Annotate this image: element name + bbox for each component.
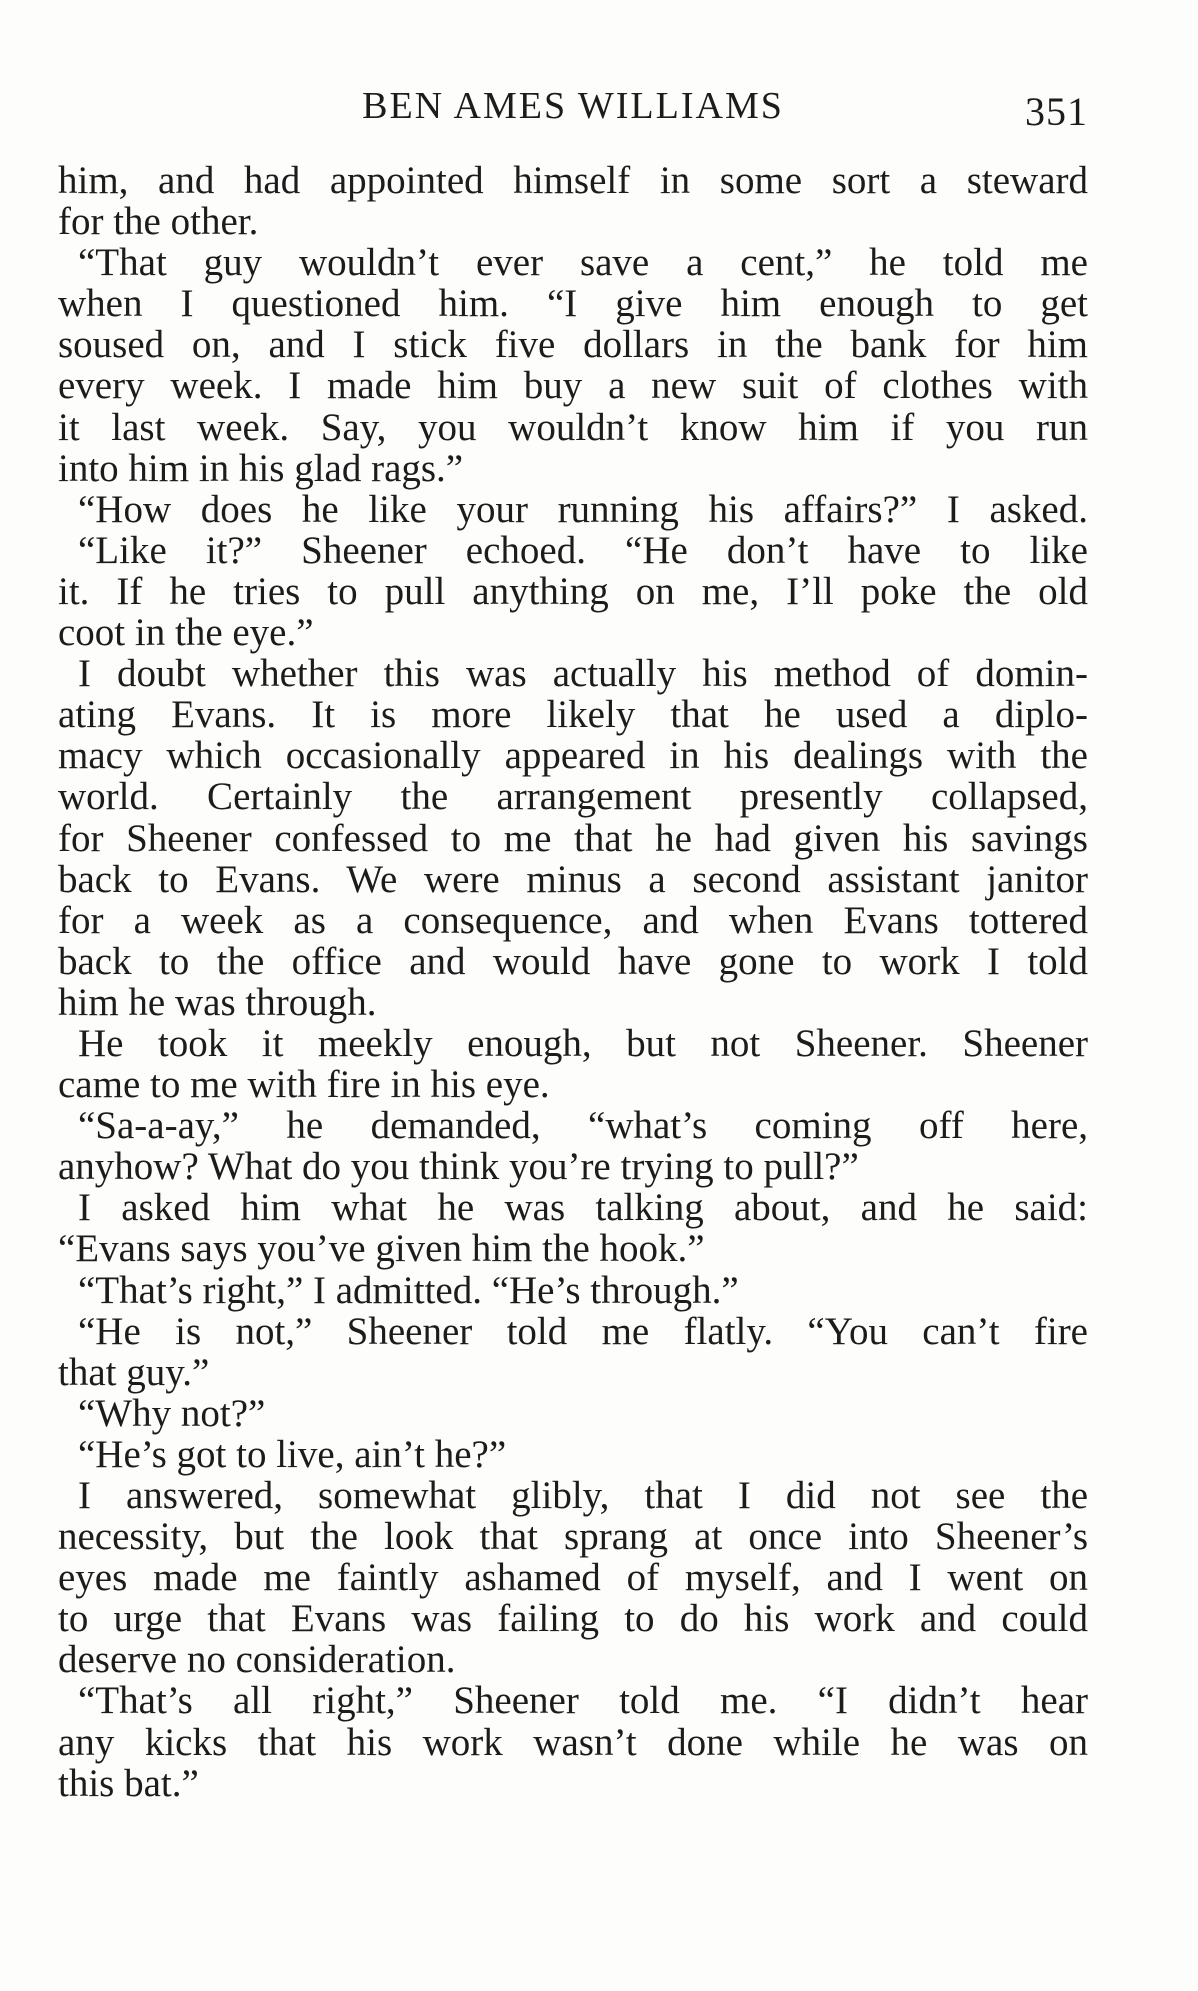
text-line: “Sa-a-ay,” he demanded, “what’s coming off here,: [78, 1104, 1088, 1148]
text-line: him, and had appointed himself in some sort a steward: [58, 159, 1088, 202]
text-line: this bat.”: [58, 1761, 199, 1805]
text-line: I answered, somewhat glibly, that I did not see the: [78, 1474, 1088, 1517]
text-line: “How does he like your running his affairs?” I asked.: [78, 487, 1088, 531]
text-line: back to the office and would have gone to work I told: [58, 939, 1088, 983]
text-line: when I questioned him. “I give him enough to get: [58, 282, 1088, 326]
text-line: “That’s right,” I admitted. “He’s through.”: [78, 1268, 739, 1312]
text-line: every week. I made him buy a new suit of clothes with: [58, 364, 1088, 408]
text-line: ating Evans. It is more likely that he used a diplo-: [58, 693, 1088, 737]
running-head: [58, 76, 1088, 136]
text-line: it last week. Say, you wouldn’t know him if you run: [58, 405, 1088, 449]
text-line: deserve no consideration.: [58, 1638, 456, 1682]
text-line: to urge that Evans was failing to do his work and could: [58, 1597, 1088, 1641]
text-line: “Like it?” Sheener echoed. “He don’t have to like: [78, 528, 1088, 572]
text-line: any kicks that his work wasn’t done while he was on: [58, 1720, 1088, 1764]
text-line: for Sheener confessed to me that he had given his savings: [58, 816, 1088, 860]
text-line: I doubt whether this was actually his method of domin-: [78, 652, 1088, 696]
text-line: soused on, and I stick five dollars in the bank for him: [58, 323, 1088, 367]
text-line: necessity, but the look that sprang at once into Sheener’s: [58, 1515, 1088, 1559]
text-line: him he was through.: [58, 980, 377, 1024]
text-line: it. If he tries to pull anything on me, I’ll poke the old: [58, 569, 1088, 613]
text-line: “Evans says you’ve given him the hook.”: [58, 1227, 705, 1271]
page-number: 351: [1025, 89, 1088, 134]
text-line: eyes made me faintly ashamed of myself, and I went on: [58, 1556, 1088, 1600]
text-line: world. Certainly the arrangement presently collapsed,: [58, 775, 1088, 819]
running-title: BEN AMES WILLIAMS: [362, 85, 784, 127]
text-line: “That’s all right,” Sheener told me. “I didn’t hear: [78, 1679, 1088, 1723]
body-text: [58, 160, 1088, 1804]
text-line: macy which occasionally appeared in his dealings with the: [58, 734, 1088, 778]
text-line: I asked him what he was talking about, and he said:: [78, 1186, 1088, 1230]
text-line: came to me with fire in his eye.: [58, 1063, 550, 1107]
text-line: “He’s got to live, ain’t he?”: [78, 1432, 507, 1476]
text-line: “That guy wouldn’t ever save a cent,” he told me: [78, 241, 1088, 285]
text-line: back to Evans. We were minus a second assistant janitor: [58, 857, 1088, 901]
text-line: coot in the eye.”: [58, 611, 314, 655]
text-line: “He is not,” Sheener told me flatly. “You can’t fire: [78, 1309, 1088, 1353]
text-line: for the other.: [58, 200, 259, 244]
text-line: into him in his glad rags.”: [58, 446, 464, 490]
text-line: anyhow? What do you think you’re trying to pull?”: [58, 1145, 859, 1189]
text-line: He took it meekly enough, but not Sheener. Sheener: [78, 1021, 1088, 1065]
text-line: for a week as a consequence, and when Evans tottered: [58, 898, 1088, 942]
text-line: “Why not?”: [78, 1391, 266, 1435]
text-line: that guy.”: [58, 1350, 210, 1394]
